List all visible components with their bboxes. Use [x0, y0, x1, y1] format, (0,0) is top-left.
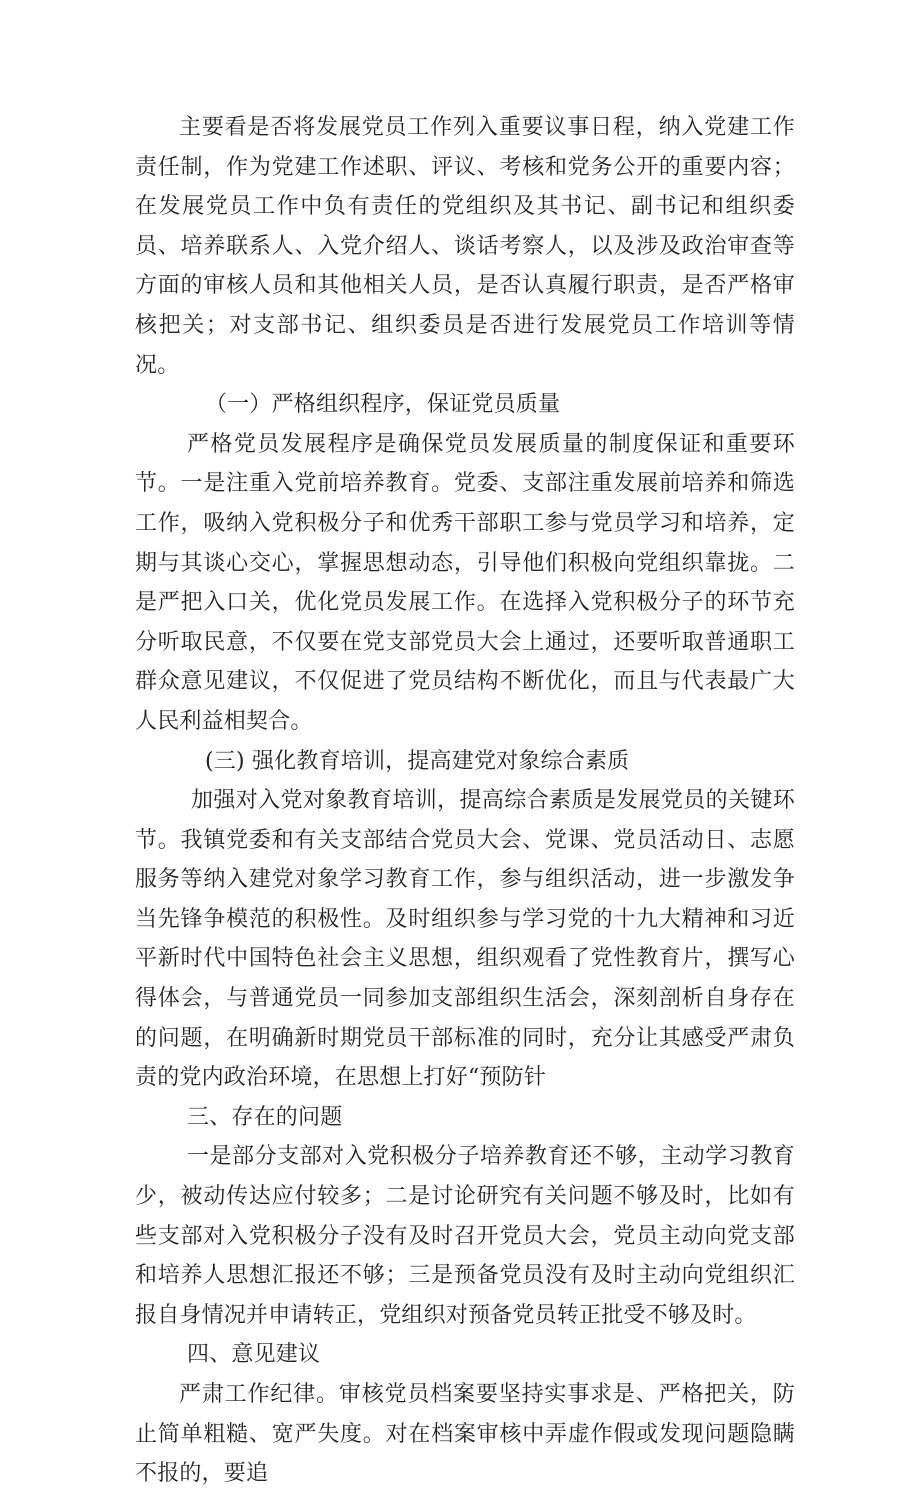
- paragraph-review-content: 主要看是否将发展党员工作列入重要议事日程，纳入党建工作责任制，作为党建工作述职、评议、考核和党务公开的重要内容；在发展党员工作中负有责任的党组织及其书记、副书记和组织委员、培养联系人、入党介绍人、谈话考察人，以及涉及政治审查等方面的审核人员和其他相关人员，是否认真履行职责，是否严格审核把关；对支部书记、组织委员是否进行发展党员工作培训等情况。: [135, 115, 795, 378]
- heading-strict-procedure: （一）严格组织程序，保证党员质量: [205, 392, 561, 418]
- document-body: [135, 108, 795, 1494]
- paragraph-suggestions: 严肃工作纪律。审核党员档案要坚持实事求是、严格把关，防止简单粗糙、宽严失度。对在档案审核中弄虚作假或发现问题隐瞒不报的，要追: [135, 1382, 795, 1487]
- heading-education-training: (三) 强化教育培训，提高建党对象综合素质: [205, 748, 630, 774]
- paragraph-development-procedure: 严格党员发展程序是确保党员发展质量的制度保证和重要环节。一是注重入党前培养教育。党委、支部注重发展前培养和筛选工作，吸纳入党积极分子和优秀干部职工参与党员学习和培养，定期与其谈心交心，掌握思想动态，引导他们积极向党组织靠拢。二是严把入口关，优化党员发展工作。在选择入党积极分子的环节充分听取民意，不仅要在党支部党员大会上通过，还要听取普通职工群众意见建议，不仅促进了党员结构不断优化，而且与代表最广大人民利益相契合。: [135, 431, 795, 734]
- heading-existing-problems: 三、存在的问题: [187, 1104, 343, 1130]
- heading-suggestions: 四、意见建议: [187, 1342, 321, 1368]
- paragraph-education-training: 加强对入党对象教育培训，提高综合素质是发展党员的关键环节。我镇党委和有关支部结合党员大会、党课、党员活动日、志愿服务等纳入建党对象学习教育工作，参与组织活动，进一步激发争当先锋争模范的积极性。及时组织参与学习党的十九大精神和习近平新时代中国特色社会主义思想，组织观看了党性教育片，撰写心得体会，与普通党员一同参加支部组织生活会，深刻剖析自身存在的问题，在明确新时期党员干部标准的同时，充分让其感受严肃负责的党内政治环境，在思想上打好“预防针: [135, 788, 795, 1091]
- paragraph-existing-problems: 一是部分支部对入党积极分子培养教育还不够，主动学习教育少，被动传达应付较多；二是讨论研究有关问题不够及时，比如有些支部对入党积极分子没有及时召开党员大会，党员主动向党支部和培养人思想汇报还不够；三是预备党员没有及时主动向党组织汇报自身情况并申请转正，党组织对预备党员转正批受不够及时。: [135, 1144, 795, 1328]
